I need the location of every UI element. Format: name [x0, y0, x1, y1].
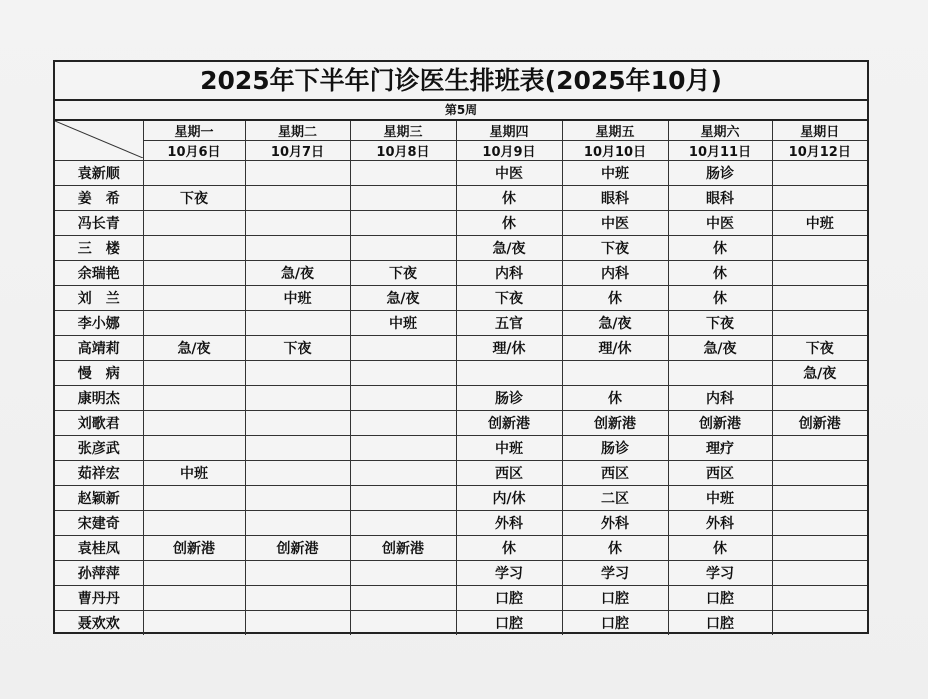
shift-cell: 中医: [562, 211, 668, 236]
doctor-name: 康明杰: [55, 386, 143, 411]
header-date: 10月10日: [562, 141, 668, 161]
shift-cell: [772, 186, 867, 211]
shift-cell: [143, 211, 245, 236]
shift-cell: [350, 511, 456, 536]
shift-cell: 外科: [668, 511, 772, 536]
shift-cell: 创新港: [772, 411, 867, 436]
shift-cell: 口腔: [562, 611, 668, 636]
shift-cell: [772, 386, 867, 411]
shift-cell: 眼科: [562, 186, 668, 211]
shift-cell: [350, 386, 456, 411]
shift-cell: 急/夜: [143, 336, 245, 361]
shift-cell: 中班: [350, 311, 456, 336]
shift-cell: [350, 236, 456, 261]
table-row: [55, 336, 867, 361]
shift-cell: [350, 586, 456, 611]
shift-cell: [143, 386, 245, 411]
table-row: [55, 311, 867, 336]
shift-cell: 休: [562, 386, 668, 411]
shift-cell: 西区: [456, 461, 562, 486]
shift-cell: [245, 186, 350, 211]
shift-cell: 学习: [562, 561, 668, 586]
shift-cell: [772, 536, 867, 561]
header-date: 10月12日: [772, 141, 867, 161]
shift-cell: [772, 286, 867, 311]
table-row: [55, 411, 867, 436]
shift-cell: [245, 611, 350, 636]
shift-cell: [245, 311, 350, 336]
shift-cell: [245, 386, 350, 411]
shift-cell: 创新港: [245, 536, 350, 561]
shift-cell: [772, 311, 867, 336]
shift-cell: 休: [456, 211, 562, 236]
doctor-name: 冯长青: [55, 211, 143, 236]
shift-cell: 休: [456, 186, 562, 211]
table-row: [55, 161, 867, 186]
schedule-table: [55, 121, 867, 635]
shift-cell: [143, 236, 245, 261]
header-day: 星期二: [245, 121, 350, 141]
shift-cell: [562, 361, 668, 386]
table-row: [55, 461, 867, 486]
shift-cell: [143, 411, 245, 436]
corner-cell: [55, 121, 143, 161]
shift-cell: 理/休: [562, 336, 668, 361]
shift-cell: [245, 161, 350, 186]
shift-cell: 下夜: [143, 186, 245, 211]
shift-cell: [143, 261, 245, 286]
shift-cell: 理/休: [456, 336, 562, 361]
shift-cell: 中班: [562, 161, 668, 186]
shift-cell: [245, 211, 350, 236]
shift-cell: 中班: [456, 436, 562, 461]
doctor-name: 刘 兰: [55, 286, 143, 311]
shift-cell: [143, 486, 245, 511]
doctor-name: 孙萍萍: [55, 561, 143, 586]
table-row: [55, 211, 867, 236]
shift-cell: 下夜: [245, 336, 350, 361]
doctor-name: 三 楼: [55, 236, 143, 261]
shift-cell: [245, 411, 350, 436]
header-day: 星期日: [772, 121, 867, 141]
schedule-sheet: [53, 60, 869, 634]
shift-cell: 口腔: [668, 611, 772, 636]
shift-cell: 急/夜: [562, 311, 668, 336]
week-label: 第5周: [55, 101, 867, 121]
header-day: 星期四: [456, 121, 562, 141]
shift-cell: 中班: [245, 286, 350, 311]
shift-cell: 创新港: [456, 411, 562, 436]
table-row: [55, 361, 867, 386]
shift-cell: [245, 586, 350, 611]
shift-cell: [772, 436, 867, 461]
header-day: 星期五: [562, 121, 668, 141]
shift-cell: [456, 361, 562, 386]
shift-cell: [143, 311, 245, 336]
header-date: 10月9日: [456, 141, 562, 161]
shift-cell: [245, 236, 350, 261]
shift-cell: 内/休: [456, 486, 562, 511]
shift-cell: [350, 411, 456, 436]
shift-cell: [350, 611, 456, 636]
shift-cell: [143, 611, 245, 636]
shift-cell: [143, 511, 245, 536]
header-date: 10月8日: [350, 141, 456, 161]
shift-cell: 创新港: [668, 411, 772, 436]
doctor-name: 刘歌君: [55, 411, 143, 436]
doctor-name: 曹丹丹: [55, 586, 143, 611]
shift-cell: [143, 161, 245, 186]
shift-cell: 急/夜: [456, 236, 562, 261]
shift-cell: [772, 161, 867, 186]
shift-cell: 休: [668, 536, 772, 561]
doctor-name: 李小娜: [55, 311, 143, 336]
shift-cell: [143, 361, 245, 386]
doctor-name: 姜 希: [55, 186, 143, 211]
shift-cell: [350, 461, 456, 486]
shift-cell: [143, 436, 245, 461]
shift-cell: 急/夜: [772, 361, 867, 386]
shift-cell: [772, 236, 867, 261]
shift-cell: [350, 186, 456, 211]
doctor-name: 余瑞艳: [55, 261, 143, 286]
shift-cell: 下夜: [668, 311, 772, 336]
diagonal-line: [55, 121, 143, 158]
shift-cell: [350, 561, 456, 586]
shift-cell: [350, 336, 456, 361]
shift-cell: [668, 361, 772, 386]
shift-cell: 外科: [456, 511, 562, 536]
header-date: 10月7日: [245, 141, 350, 161]
shift-cell: 下夜: [562, 236, 668, 261]
shift-cell: 肠诊: [562, 436, 668, 461]
header-day: 星期一: [143, 121, 245, 141]
shift-cell: 中班: [143, 461, 245, 486]
shift-cell: [350, 486, 456, 511]
shift-cell: [143, 586, 245, 611]
shift-cell: 中医: [456, 161, 562, 186]
shift-cell: 肠诊: [668, 161, 772, 186]
shift-cell: [143, 561, 245, 586]
shift-cell: 学习: [668, 561, 772, 586]
shift-cell: 内科: [562, 261, 668, 286]
shift-cell: [772, 586, 867, 611]
shift-cell: 休: [668, 286, 772, 311]
table-row: [55, 511, 867, 536]
shift-cell: [772, 261, 867, 286]
shift-cell: [245, 486, 350, 511]
shift-cell: 肠诊: [456, 386, 562, 411]
shift-cell: 休: [562, 536, 668, 561]
shift-cell: 急/夜: [668, 336, 772, 361]
shift-cell: 创新港: [143, 536, 245, 561]
table-row: [55, 611, 867, 636]
table-row: [55, 561, 867, 586]
shift-cell: 中医: [668, 211, 772, 236]
doctor-name: 茹祥宏: [55, 461, 143, 486]
table-row: [55, 386, 867, 411]
doctor-name: 赵颖新: [55, 486, 143, 511]
shift-cell: 学习: [456, 561, 562, 586]
shift-cell: [772, 511, 867, 536]
shift-cell: [350, 161, 456, 186]
header-date: 10月6日: [143, 141, 245, 161]
header-day: 星期六: [668, 121, 772, 141]
header-date: 10月11日: [668, 141, 772, 161]
doctor-name: 张彦武: [55, 436, 143, 461]
doctor-name: 聂欢欢: [55, 611, 143, 636]
table-row: [55, 286, 867, 311]
shift-cell: [772, 486, 867, 511]
shift-cell: 西区: [562, 461, 668, 486]
shift-cell: 中班: [668, 486, 772, 511]
shift-cell: 二区: [562, 486, 668, 511]
schedule-title: 2025年下半年门诊医生排班表(2025年10月): [55, 62, 867, 101]
shift-cell: [772, 561, 867, 586]
table-row: [55, 186, 867, 211]
doctor-name: 袁新顺: [55, 161, 143, 186]
shift-cell: [245, 461, 350, 486]
shift-cell: [143, 286, 245, 311]
shift-cell: 口腔: [456, 611, 562, 636]
header-day: 星期三: [350, 121, 456, 141]
shift-cell: 内科: [668, 386, 772, 411]
shift-cell: 休: [562, 286, 668, 311]
shift-cell: [350, 436, 456, 461]
shift-cell: 外科: [562, 511, 668, 536]
shift-cell: 创新港: [350, 536, 456, 561]
shift-cell: 急/夜: [350, 286, 456, 311]
shift-cell: 口腔: [562, 586, 668, 611]
shift-cell: [245, 511, 350, 536]
shift-cell: 急/夜: [245, 261, 350, 286]
doctor-name: 宋建奇: [55, 511, 143, 536]
shift-cell: 中班: [772, 211, 867, 236]
table-row: [55, 486, 867, 511]
shift-cell: [245, 436, 350, 461]
shift-cell: [350, 361, 456, 386]
doctor-name: 高靖莉: [55, 336, 143, 361]
shift-cell: 理疗: [668, 436, 772, 461]
shift-cell: 休: [668, 261, 772, 286]
shift-cell: 口腔: [668, 586, 772, 611]
shift-cell: 下夜: [456, 286, 562, 311]
table-row: [55, 436, 867, 461]
shift-cell: 休: [456, 536, 562, 561]
shift-cell: [350, 211, 456, 236]
table-row: [55, 586, 867, 611]
shift-cell: [245, 561, 350, 586]
shift-cell: [772, 611, 867, 636]
doctor-name: 慢 病: [55, 361, 143, 386]
shift-cell: 口腔: [456, 586, 562, 611]
table-row: [55, 261, 867, 286]
shift-cell: 下夜: [350, 261, 456, 286]
doctor-name: 袁桂凤: [55, 536, 143, 561]
table-row: [55, 536, 867, 561]
shift-cell: 五官: [456, 311, 562, 336]
shift-cell: 创新港: [562, 411, 668, 436]
table-row: [55, 236, 867, 261]
shift-cell: 内科: [456, 261, 562, 286]
shift-cell: [772, 461, 867, 486]
shift-cell: 西区: [668, 461, 772, 486]
shift-cell: [245, 361, 350, 386]
shift-cell: 眼科: [668, 186, 772, 211]
shift-cell: 休: [668, 236, 772, 261]
shift-cell: 下夜: [772, 336, 867, 361]
